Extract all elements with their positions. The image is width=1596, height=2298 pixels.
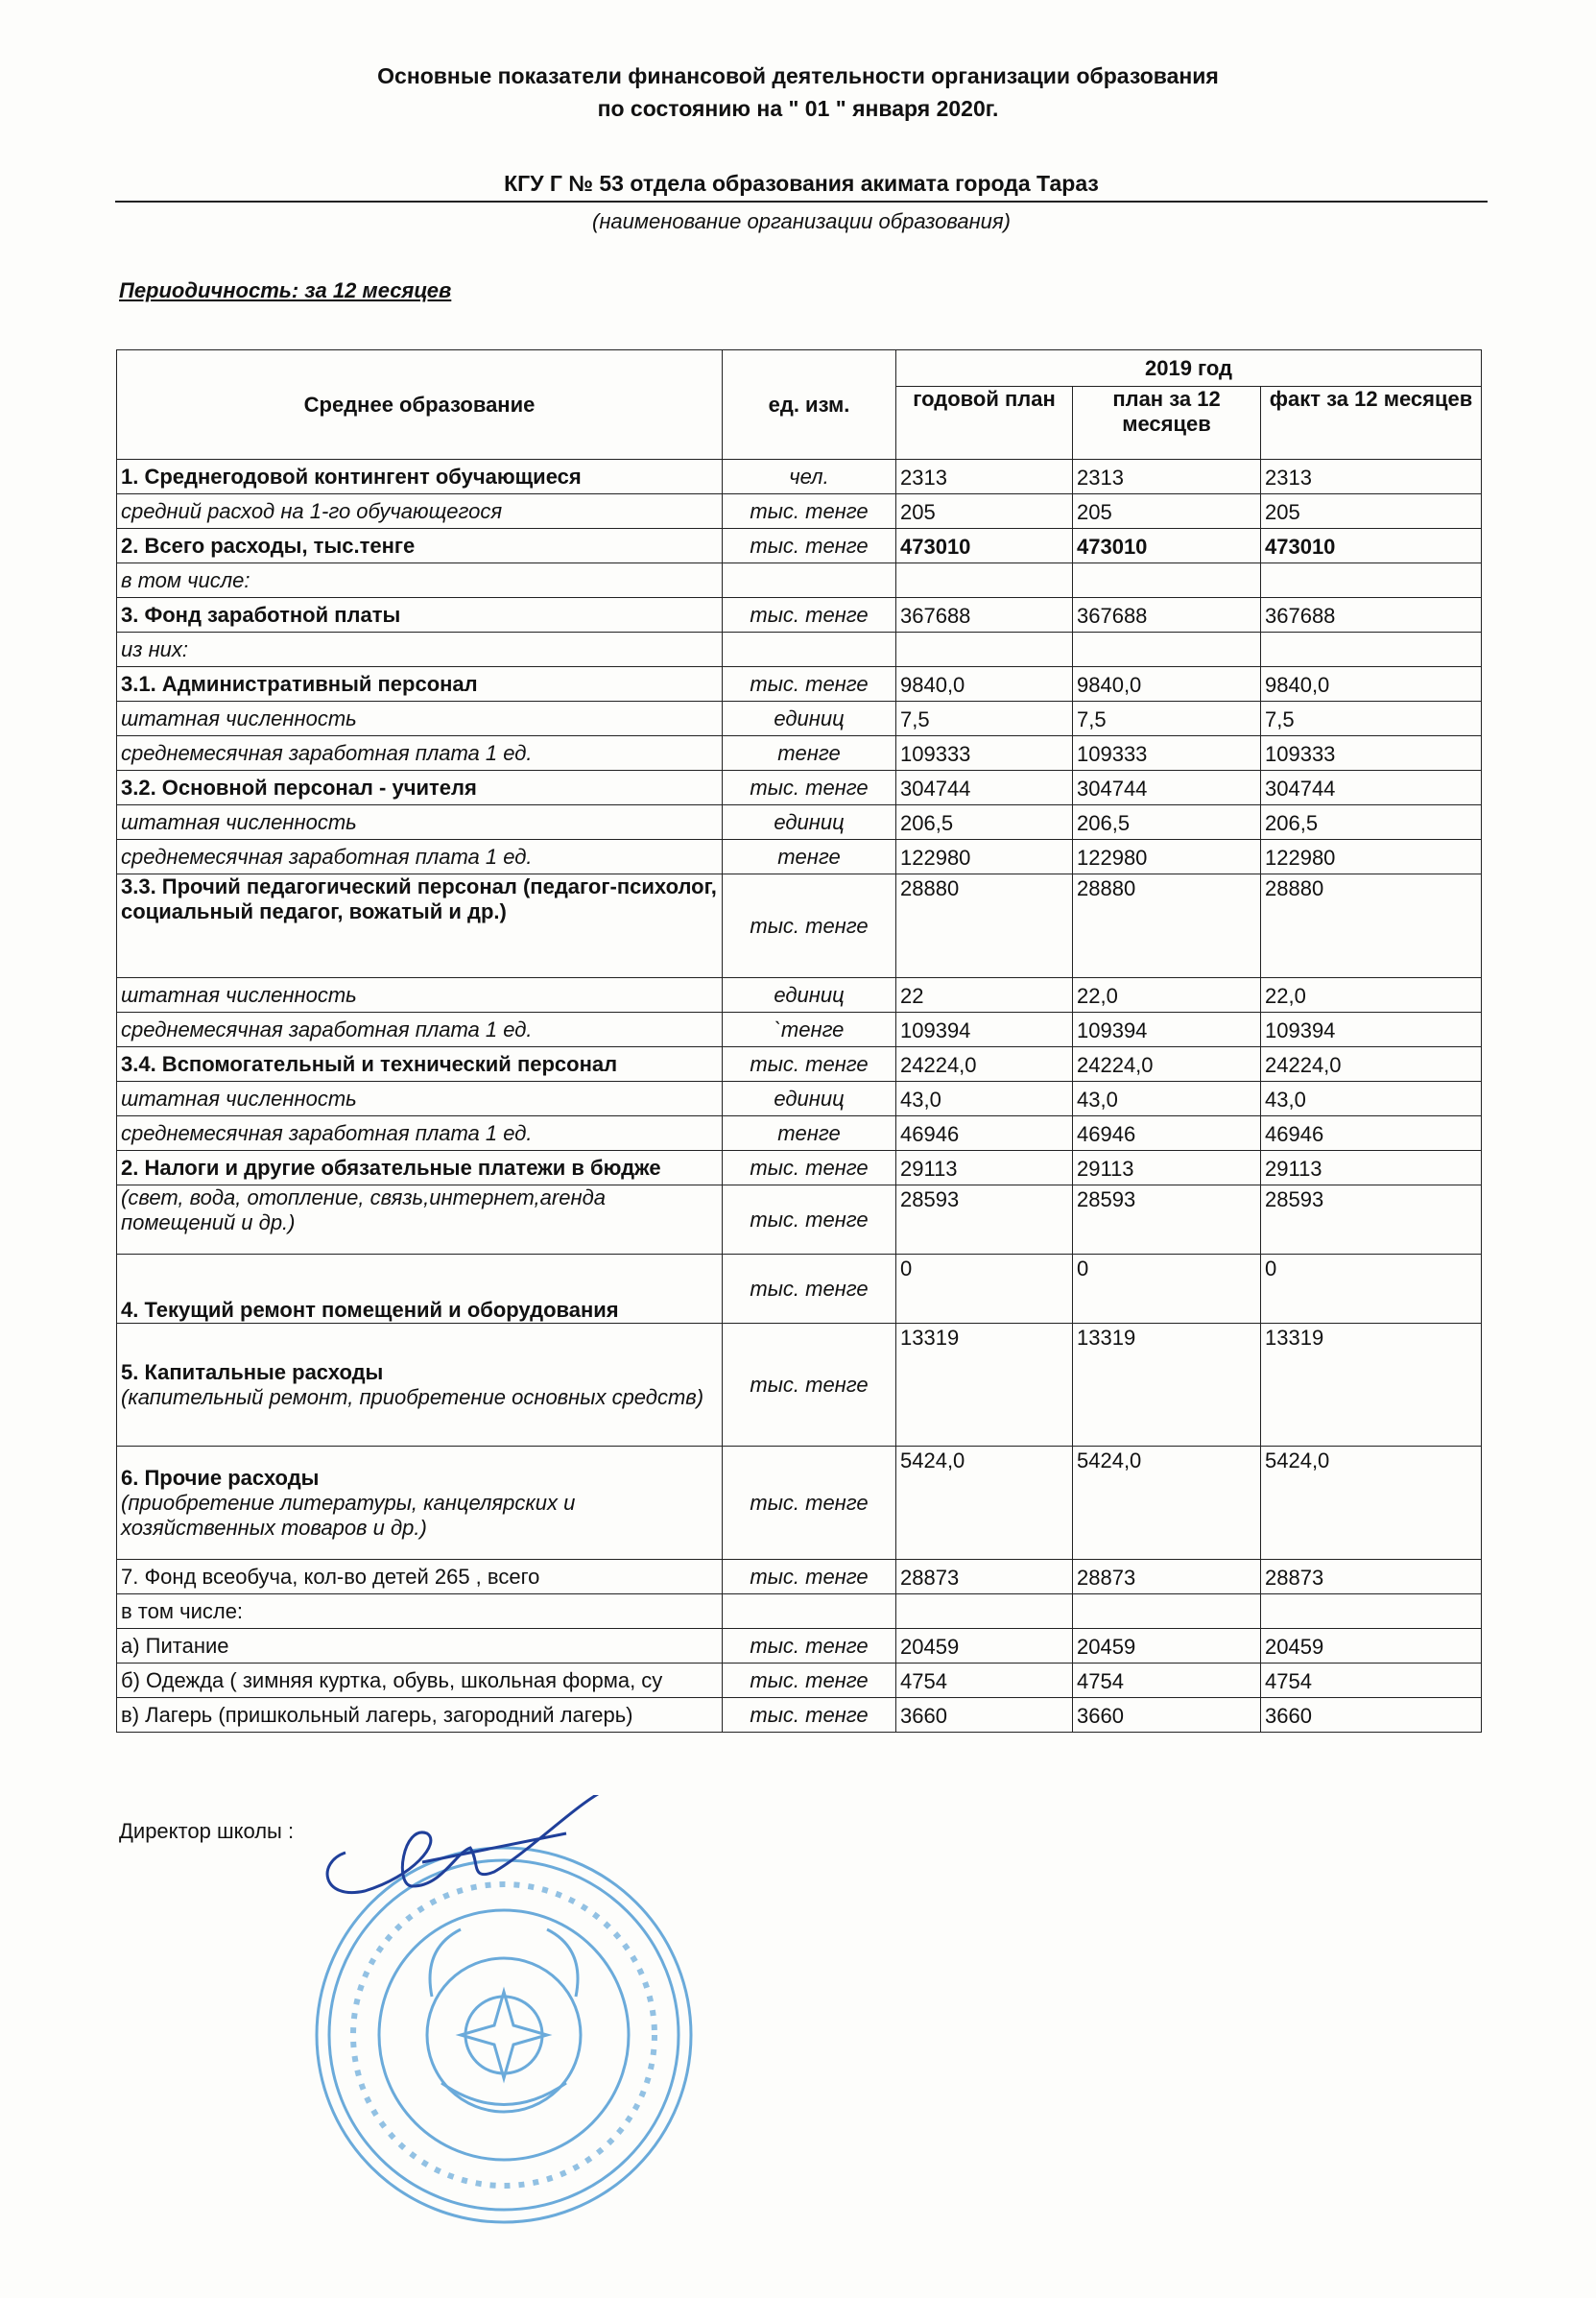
row-label: (свет, вода, отопление, связь,интернет,areндa помещений и др.) [117,1185,723,1255]
value-annual-plan: 43,0 [896,1082,1073,1116]
value-annual-plan: 304744 [896,771,1073,805]
financial-indicators-table [116,349,1482,1733]
value-fact-12: 43,0 [1261,1082,1482,1116]
value-plan-12: 24224,0 [1073,1047,1261,1082]
row-label [117,1324,723,1447]
value-fact-12: 122980 [1261,840,1482,874]
row-unit: тыс. тенге [723,529,896,563]
table-row [117,1560,1482,1594]
value-fact-12: 304744 [1261,771,1482,805]
value-plan-12: 29113 [1073,1151,1261,1185]
value-fact-12: 5424,0 [1261,1447,1482,1560]
row-unit: тыс. тенге [723,1185,896,1255]
value-plan-12: 2313 [1073,460,1261,494]
row-unit: тыс. тенге [723,1664,896,1698]
row-unit: единиц [723,978,896,1013]
col-header-year: 2019 год [896,350,1482,387]
row-label [117,1447,723,1560]
value-annual-plan: 22 [896,978,1073,1013]
value-annual-plan: 24224,0 [896,1047,1073,1082]
value-plan-12: 122980 [1073,840,1261,874]
document-date-line: по состоянию на " 01 " января 2020г. [597,96,999,121]
table-row [117,667,1482,702]
value-fact-12: 473010 [1261,529,1482,563]
value-fact-12: 3660 [1261,1698,1482,1733]
table-row [117,1629,1482,1664]
col-header-unit: ед. изм. [723,350,896,460]
value-annual-plan: 206,5 [896,805,1073,840]
value-fact-12: 109394 [1261,1013,1482,1047]
value-fact-12: 22,0 [1261,978,1482,1013]
value-fact-12: 7,5 [1261,702,1482,736]
table-row [117,1664,1482,1698]
row-unit: тенге [723,840,896,874]
value-plan-12: 367688 [1073,598,1261,633]
value-annual-plan: 122980 [896,840,1073,874]
value-plan-12 [1073,563,1261,598]
value-plan-12: 20459 [1073,1629,1261,1664]
value-fact-12: 20459 [1261,1629,1482,1664]
row-unit: единиц [723,1082,896,1116]
periodicity: Периодичность: за 12 месяцев [119,278,452,302]
row-label: средний расход на 1-го обучающегося [117,494,723,529]
row-label: из них: [117,633,723,667]
table-row [117,1324,1482,1447]
value-plan-12: 28873 [1073,1560,1261,1594]
col-header-fact-12: факт за 12 месяцев [1261,387,1482,460]
value-fact-12: 205 [1261,494,1482,529]
row-unit [723,563,896,598]
table-row [117,736,1482,771]
value-fact-12: 28880 [1261,874,1482,978]
value-plan-12: 7,5 [1073,702,1261,736]
row-label: среднемесячная заработная плата 1 ед. [117,840,723,874]
value-plan-12: 4754 [1073,1664,1261,1698]
row-unit: единиц [723,702,896,736]
row-unit: тыс. тенге [723,874,896,978]
value-annual-plan: 29113 [896,1151,1073,1185]
row-unit [723,633,896,667]
value-annual-plan: 28873 [896,1560,1073,1594]
value-annual-plan: 4754 [896,1664,1073,1698]
row-label-title: 5. Капитальные расходы [121,1359,384,1384]
row-unit: тыс. тенге [723,1324,896,1447]
value-fact-12: 206,5 [1261,805,1482,840]
table-row [117,874,1482,978]
value-plan-12: 109333 [1073,736,1261,771]
value-fact-12 [1261,1594,1482,1629]
table-row [117,529,1482,563]
organization-caption: (наименование организации образования) [592,209,1011,233]
value-annual-plan: 367688 [896,598,1073,633]
value-plan-12: 0 [1073,1255,1261,1324]
value-fact-12: 109333 [1261,736,1482,771]
table-row [117,1151,1482,1185]
table-row [117,1082,1482,1116]
value-plan-12: 43,0 [1073,1082,1261,1116]
row-label: среднемесячная заработная плата 1 ед. [117,1013,723,1047]
director-signature [327,1795,605,1893]
value-fact-12: 0 [1261,1255,1482,1324]
value-fact-12: 13319 [1261,1324,1482,1447]
value-plan-12: 22,0 [1073,978,1261,1013]
value-annual-plan: 13319 [896,1324,1073,1447]
value-annual-plan: 2313 [896,460,1073,494]
col-header-annual-plan: годовой план [896,387,1073,460]
value-annual-plan: 46946 [896,1116,1073,1151]
row-label: 1. Среднегодовой контингент обучающиеся [117,460,723,494]
value-plan-12: 206,5 [1073,805,1261,840]
table-body [117,460,1482,1733]
value-annual-plan [896,633,1073,667]
value-fact-12 [1261,633,1482,667]
table-row [117,805,1482,840]
row-label: среднемесячная заработная плата 1 ед. [117,736,723,771]
value-fact-12: 9840,0 [1261,667,1482,702]
table-row [117,1013,1482,1047]
value-annual-plan [896,563,1073,598]
value-plan-12: 3660 [1073,1698,1261,1733]
stamp-ring-marks [353,1884,655,2186]
row-label-title: 6. Прочие расходы [121,1465,320,1490]
row-label: 4. Текущий ремонт помещений и оборудования [117,1255,723,1324]
row-label: 3.1. Админиcтративный персонал [117,667,723,702]
table-row [117,1447,1482,1560]
row-label: 2. Налоги и другие обязательные платежи в бюдже [117,1151,723,1185]
table-row [117,771,1482,805]
row-label: в том числе: [117,1594,723,1629]
row-label: 2. Всего расходы, тыс.тенге [117,529,723,563]
table-row [117,1047,1482,1082]
table-row [117,1255,1482,1324]
value-plan-12: 304744 [1073,771,1261,805]
value-annual-plan: 5424,0 [896,1447,1073,1560]
row-label: 3. Фонд заработной платы [117,598,723,633]
value-annual-plan [896,1594,1073,1629]
value-fact-12: 28593 [1261,1185,1482,1255]
row-label: штатная численность [117,805,723,840]
row-unit: тыс. тенге [723,1560,896,1594]
row-unit: тыс. тенге [723,598,896,633]
row-label-note: (капительный ремонт, приобретение основных средств) [121,1384,704,1409]
row-unit: тыс. тенге [723,1047,896,1082]
value-plan-12: 13319 [1073,1324,1261,1447]
value-plan-12 [1073,1594,1261,1629]
value-fact-12: 367688 [1261,598,1482,633]
value-plan-12: 109394 [1073,1013,1261,1047]
row-unit: чел. [723,460,896,494]
table-row [117,633,1482,667]
value-fact-12: 2313 [1261,460,1482,494]
row-unit: тыс. тенге [723,667,896,702]
row-label: среднемесячная заработная плата 1 ед. [117,1116,723,1151]
value-annual-plan: 0 [896,1255,1073,1324]
row-unit: тыс. тенге [723,1698,896,1733]
value-plan-12: 205 [1073,494,1261,529]
value-annual-plan: 109394 [896,1013,1073,1047]
row-unit: тыс. тенге [723,1629,896,1664]
table-row [117,702,1482,736]
table-row [117,494,1482,529]
value-fact-12: 46946 [1261,1116,1482,1151]
value-annual-plan: 473010 [896,529,1073,563]
table-row [117,1594,1482,1629]
table-row [117,598,1482,633]
row-label-note: (приобретение литературы, канцелярских и хозяйственных товаров и др.) [121,1490,576,1540]
row-label: в том числе: [117,563,723,598]
row-label: штатная численность [117,1082,723,1116]
value-fact-12 [1261,563,1482,598]
value-plan-12: 9840,0 [1073,667,1261,702]
table-row [117,840,1482,874]
value-plan-12 [1073,633,1261,667]
row-label: штатная численность [117,702,723,736]
value-plan-12: 46946 [1073,1116,1261,1151]
row-label: 3.3. Прочий педагогический персонал (педагог-психолог, социальный педагог, вожатый и др.) [117,874,723,978]
value-plan-12: 5424,0 [1073,1447,1261,1560]
value-annual-plan: 20459 [896,1629,1073,1664]
table-row [117,460,1482,494]
organization-name: КГУ Г № 53 отдела образования акимата города Тараз [115,171,1488,203]
row-label: 3.2. Основной персонал - учителя [117,771,723,805]
value-fact-12: 29113 [1261,1151,1482,1185]
row-unit: единиц [723,805,896,840]
value-plan-12: 28880 [1073,874,1261,978]
row-unit: тыс. тенге [723,494,896,529]
table-row [117,563,1482,598]
table-row [117,1185,1482,1255]
row-unit: тыс. тенге [723,1255,896,1324]
value-fact-12: 4754 [1261,1664,1482,1698]
col-header-plan-12: план за 12 месяцев [1073,387,1261,460]
table-row [117,978,1482,1013]
row-unit: тыс. тенге [723,771,896,805]
value-annual-plan: 3660 [896,1698,1073,1733]
row-unit [723,1594,896,1629]
value-annual-plan: 7,5 [896,702,1073,736]
document-title: Основные показатели финансовой деятельности организации образования [377,63,1219,88]
director-label: Директор школы : [119,1819,295,1843]
row-label: 3.4. Вспомогательный и технический персонал [117,1047,723,1082]
value-fact-12: 28873 [1261,1560,1482,1594]
row-unit: тыс. тенге [723,1151,896,1185]
value-plan-12: 28593 [1073,1185,1261,1255]
official-stamp-signature [288,1795,749,2237]
row-unit: тенге [723,736,896,771]
value-annual-plan: 28593 [896,1185,1073,1255]
row-label: в) Лагерь (пришкольный лагерь, загородний лагерь) [117,1698,723,1733]
row-unit: `тенге [723,1013,896,1047]
row-label: 7. Фонд всеобуча, кол-во детей 265 , всего [117,1560,723,1594]
col-header-name: Среднее образование [117,350,723,460]
row-label: б) Одежда ( зимняя куртка, обувь, школьная форма, су [117,1664,723,1698]
stamp-seal [317,1848,691,2222]
value-annual-plan: 109333 [896,736,1073,771]
row-label: а) Питание [117,1629,723,1664]
row-label: штатная численность [117,978,723,1013]
table-row [117,1116,1482,1151]
row-unit: тенге [723,1116,896,1151]
value-plan-12: 473010 [1073,529,1261,563]
value-annual-plan: 205 [896,494,1073,529]
value-annual-plan: 9840,0 [896,667,1073,702]
row-unit: тыс. тенге [723,1447,896,1560]
table-row [117,1698,1482,1733]
header-row [117,350,1482,387]
value-annual-plan: 28880 [896,874,1073,978]
value-fact-12: 24224,0 [1261,1047,1482,1082]
